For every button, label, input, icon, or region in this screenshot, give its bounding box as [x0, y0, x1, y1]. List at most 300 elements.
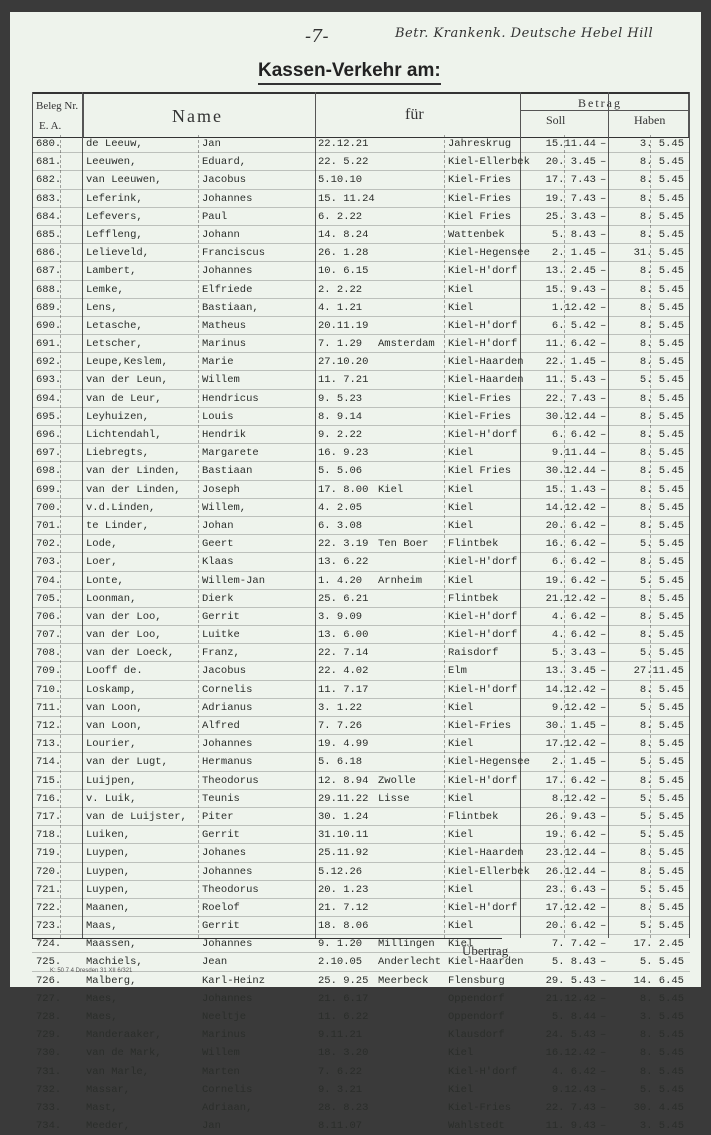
birth-place: Anderlecht [378, 956, 442, 969]
haben-date: 8. 5.45 [639, 1029, 684, 1042]
table-row [32, 772, 690, 790]
surname: Massar, [86, 1083, 131, 1096]
birth-date: 6. 3.08 [318, 519, 363, 532]
destination: Kiel [448, 283, 474, 296]
dash-separator: – [600, 792, 607, 805]
soll-date: 2. 1.45 [551, 247, 596, 260]
soll-date: 20. 6.42 [545, 519, 596, 532]
haben-date: 8. 5.45 [639, 519, 684, 532]
soll-date: 26. 9.43 [545, 810, 596, 823]
haben-date: 5. 5.45 [639, 701, 684, 714]
entry-number: 720. [36, 865, 62, 878]
uebertrag-label: Übertrag [462, 943, 509, 958]
dash-separator: – [600, 974, 607, 987]
surname: van Marle, [86, 1065, 150, 1078]
soll-date: 7. 7.42 [551, 938, 596, 951]
haben-date: 14. 6.45 [633, 974, 684, 987]
entry-number: 725. [36, 956, 62, 969]
table-row [32, 881, 690, 899]
birth-date: 31.10.11 [318, 829, 369, 842]
destination: Kiel [448, 519, 474, 532]
haben-date: 31. 5.45 [633, 247, 684, 260]
destination: Kiel [448, 301, 474, 314]
entry-number: 689. [36, 301, 62, 314]
birth-date: 8. 9.14 [318, 410, 363, 423]
given-name: Cornelis [202, 1083, 253, 1096]
soll-date: 17. 6.42 [545, 774, 596, 787]
table-row [32, 353, 690, 371]
surname: de Leeuw, [86, 138, 143, 150]
given-name: Margarete [202, 447, 259, 460]
birth-date: 21. 6.17 [318, 992, 369, 1005]
dash-separator: – [600, 738, 607, 751]
birth-date: 2. 2.22 [318, 283, 363, 296]
handwritten-note: Betr. Krankenk. Deutsche Hebel Hill [395, 26, 654, 41]
entry-number: 705. [36, 592, 62, 605]
surname: Loskamp, [86, 683, 137, 696]
surname: van de Luijster, [86, 810, 187, 823]
destination: Kiel [448, 574, 474, 587]
entry-number: 715. [36, 774, 62, 787]
soll-date: 20. 6.42 [545, 920, 596, 933]
surname: Leyhuizen, [86, 410, 150, 423]
birth-date: 22. 4.02 [318, 665, 369, 678]
surname: Lelieveld, [86, 247, 150, 260]
given-name: Dierk [202, 592, 234, 605]
table-row [32, 317, 690, 335]
haben-date: 5. 5.45 [639, 792, 684, 805]
haben-date: 8. 5.45 [639, 392, 684, 405]
birth-date: 3. 1.22 [318, 701, 363, 714]
birth-date: 5.12.26 [318, 865, 363, 878]
header-name [82, 94, 316, 137]
table-row [32, 826, 690, 844]
given-name: Gerrit [202, 920, 240, 933]
birth-date: 22.12.21 [318, 138, 369, 150]
entry-number: 703. [36, 556, 62, 569]
dash-separator: – [600, 465, 607, 478]
entry-number: 704. [36, 574, 62, 587]
haben-date: 8. 5.45 [639, 410, 684, 423]
birth-date: 9. 2.22 [318, 429, 363, 441]
haben-date: 8. 5.45 [639, 483, 684, 496]
soll-date: 4. 6.42 [551, 1065, 596, 1078]
destination: Kiel-Hegensee [448, 756, 530, 769]
haben-date: 8. 5.45 [639, 847, 684, 860]
dash-separator: – [600, 174, 607, 187]
soll-date: 19. 6.42 [545, 829, 596, 842]
birth-date: 13. 6.00 [318, 629, 369, 642]
birth-date: 15. 11.24 [318, 192, 375, 205]
birth-date: 11. 6.22 [318, 1011, 369, 1023]
soll-date: 17.12.42 [545, 901, 596, 914]
given-name: Jacobus [202, 665, 247, 678]
soll-date: 17.12.42 [545, 738, 596, 751]
soll-date: 20. 3.45 [545, 156, 596, 169]
entry-number: 710. [36, 683, 62, 696]
given-name: Cornelis [202, 683, 253, 696]
table-row [32, 499, 690, 517]
destination: Kiel [448, 738, 474, 751]
surname: van de Mark, [86, 1047, 162, 1060]
table-row [32, 1063, 690, 1081]
birth-date: 9. 1.20 [318, 938, 363, 951]
birth-place: Ten Boer [378, 538, 429, 551]
table-row [32, 972, 690, 990]
entry-number: 717. [36, 810, 62, 823]
destination: Kiel [448, 1083, 474, 1096]
dash-separator: – [600, 956, 607, 969]
birth-date: 6. 2.22 [318, 210, 363, 223]
haben-date: 8. 5.45 [639, 429, 684, 441]
dash-separator: – [600, 665, 607, 678]
table-row [32, 462, 690, 480]
dash-separator: – [600, 374, 607, 387]
birth-date: 17. 8.00 [318, 483, 369, 496]
fur-label: für [405, 106, 424, 123]
entry-number: 728. [36, 1011, 62, 1023]
soll-date: 6. 6.42 [551, 429, 596, 441]
haben-date: 3. 5.45 [639, 1011, 684, 1023]
destination: Kiel [448, 483, 474, 496]
destination: Flensburg [448, 974, 505, 987]
given-name: Adriaan, [202, 1101, 253, 1114]
soll-date: 14.12.42 [545, 501, 596, 514]
surname: Letasche, [86, 319, 143, 332]
table-row [32, 917, 690, 935]
dash-separator: – [600, 647, 607, 660]
given-name: Johannes [202, 738, 253, 751]
given-name: Hendrik [202, 429, 247, 441]
birth-date: 8.11.07 [318, 1120, 363, 1133]
birth-date: 16. 9.23 [318, 447, 369, 460]
birth-date: 5. 5.06 [318, 465, 363, 478]
soll-date: 4. 6.42 [551, 629, 596, 642]
haben-date: 8. 5.45 [639, 901, 684, 914]
dash-separator: – [600, 1101, 607, 1114]
dash-separator: – [600, 629, 607, 642]
entry-number: 701. [36, 519, 62, 532]
destination: Flintbek [448, 810, 499, 823]
soll-date: 16.12.42 [545, 1047, 596, 1060]
birth-date: 7. 7.26 [318, 720, 363, 732]
dash-separator: – [600, 519, 607, 532]
surname: van der Loo, [86, 629, 162, 642]
haben-date: 8. 5.45 [639, 1065, 684, 1078]
given-name: Paul [202, 210, 228, 223]
entry-number: 699. [36, 483, 62, 496]
surname: Meeder, [86, 1120, 131, 1133]
given-name: Gerrit [202, 610, 240, 623]
surname: Maes, [86, 1011, 118, 1023]
birth-date: 12. 8.94 [318, 774, 369, 787]
given-name: Jan [202, 1120, 221, 1133]
destination: Kiel-H'dorf [448, 1065, 518, 1078]
given-name: Johan [202, 519, 234, 532]
dash-separator: – [600, 283, 607, 296]
surname: Lemke, [86, 283, 124, 296]
soll-date: 22. 1.45 [545, 356, 596, 369]
destination: Kiel-H'dorf [448, 556, 518, 569]
table-row [32, 371, 690, 389]
birth-place: Lisse [378, 792, 410, 805]
surname: van der Linden, [86, 483, 181, 496]
given-name: Johannes [202, 192, 253, 205]
entry-number: 713. [36, 738, 62, 751]
haben-date: 8. 5.45 [639, 156, 684, 169]
table-row [32, 1117, 690, 1135]
haben-date: 8. 5.45 [639, 192, 684, 205]
dash-separator: – [600, 247, 607, 260]
header-beleg [32, 94, 84, 137]
surname: Lefevers, [86, 210, 143, 223]
surname: van der Leun, [86, 374, 168, 387]
table-row [32, 281, 690, 299]
haben-date: 5. 5.45 [639, 1083, 684, 1096]
entry-number: 724. [36, 938, 62, 951]
birth-place: Arnheim [378, 574, 423, 587]
destination: Kiel-Fries [448, 174, 512, 187]
destination: Flintbek [448, 592, 499, 605]
soll-date: 19. 7.43 [545, 192, 596, 205]
haben-date: 8. 5.45 [639, 338, 684, 351]
dash-separator: – [600, 538, 607, 551]
birth-date: 1. 4.20 [318, 574, 363, 587]
dash-separator: – [600, 156, 607, 169]
surname: van de Leur, [86, 392, 162, 405]
entry-number: 686. [36, 247, 62, 260]
entry-number: 692. [36, 356, 62, 369]
haben-date: 8. 5.45 [639, 301, 684, 314]
destination: Oppendorf [448, 992, 505, 1005]
dash-separator: – [600, 501, 607, 514]
table-row [32, 572, 690, 590]
dash-separator: – [600, 556, 607, 569]
given-name: Johannes [202, 938, 253, 951]
table-row [32, 644, 690, 662]
table-row [32, 863, 690, 881]
birth-date: 7. 6.22 [318, 1065, 363, 1078]
birth-date: 18. 3.20 [318, 1047, 369, 1060]
haben-date: 8. 5.45 [639, 865, 684, 878]
table-row [32, 244, 690, 262]
haben-date: 8. 5.45 [639, 683, 684, 696]
surname: Luypen, [86, 865, 131, 878]
soll-date: 2. 1.45 [551, 756, 596, 769]
haben-date: 27.11.45 [633, 665, 684, 678]
soll-date: 15.11.44 [545, 138, 596, 150]
birth-date: 10. 6.15 [318, 265, 369, 278]
surname: van der Loeck, [86, 647, 175, 660]
dash-separator: – [600, 574, 607, 587]
ledger-table [32, 135, 690, 1135]
haben-date: 8. 5.45 [639, 720, 684, 732]
soll-date: 22. 7.43 [545, 1101, 596, 1114]
haben-date: 8. 5.45 [639, 592, 684, 605]
given-name: Willem, [202, 501, 247, 514]
entry-number: 696. [36, 429, 62, 441]
given-name: Johannes [202, 265, 253, 278]
table-row [32, 262, 690, 280]
entry-number: 697. [36, 447, 62, 460]
table-row [32, 408, 690, 426]
surname: van Loon, [86, 720, 143, 732]
table-row [32, 717, 690, 735]
surname: v.d.Linden, [86, 501, 156, 514]
birth-date: 30. 1.24 [318, 810, 369, 823]
surname: Malberg, [86, 974, 137, 987]
soll-date: 24. 5.43 [545, 1029, 596, 1042]
soll-date: 13. 3.45 [545, 665, 596, 678]
given-name: Joseph [202, 483, 240, 496]
given-name: Franz, [202, 647, 240, 660]
birth-date: 25.11.92 [318, 847, 369, 860]
soll-date: 25. 3.43 [545, 210, 596, 223]
dash-separator: – [600, 1065, 607, 1078]
print-imprint: K: 50 7 4 Dresden 31 XII 6/321 [50, 968, 133, 974]
dash-separator: – [600, 429, 607, 441]
given-name: Hendricus [202, 392, 259, 405]
given-name: Bastiaan [202, 465, 253, 478]
entry-number: 694. [36, 392, 62, 405]
surname: Loonman, [86, 592, 137, 605]
given-name: Elfriede [202, 283, 253, 296]
soll-date: 15. 1.43 [545, 483, 596, 496]
dash-separator: – [600, 301, 607, 314]
given-name: Marten [202, 1065, 240, 1078]
header-fur [315, 94, 521, 137]
entry-number: 706. [36, 610, 62, 623]
surname: Maas, [86, 920, 118, 933]
destination: Jahreskrug [448, 138, 512, 150]
soll-date: 1.12.42 [551, 301, 596, 314]
haben-date: 5. 5.45 [639, 538, 684, 551]
destination: Kiel-H'dorf [448, 774, 518, 787]
soll-date: 9.11.44 [551, 447, 596, 460]
haben-date: 5. 5.45 [639, 374, 684, 387]
given-name: Eduard, [202, 156, 247, 169]
dash-separator: – [600, 410, 607, 423]
table-row [32, 517, 690, 535]
table-row [32, 226, 690, 244]
soll-date: 19. 6.42 [545, 574, 596, 587]
destination: Kiel [448, 501, 474, 514]
birth-date: 21. 7.12 [318, 901, 369, 914]
destination: Wattenbek [448, 228, 505, 241]
destination: Raisdorf [448, 647, 499, 660]
header-haben [608, 110, 688, 138]
given-name: Theodorus [202, 774, 259, 787]
destination: Kiel [448, 829, 474, 842]
given-name: Gerrit [202, 829, 240, 842]
dash-separator: – [600, 1120, 607, 1133]
dash-separator: – [600, 265, 607, 278]
given-name: Willem-Jan [202, 574, 266, 587]
table-header [32, 92, 690, 138]
destination: Kiel [448, 920, 474, 933]
dash-separator: – [600, 920, 607, 933]
table-row [32, 426, 690, 444]
soll-date: 5. 8.43 [551, 228, 596, 241]
entry-number: 708. [36, 647, 62, 660]
destination: Kiel-H'dorf [448, 610, 518, 623]
entry-number: 730. [36, 1047, 62, 1060]
given-name: Bastiaan, [202, 301, 259, 314]
haben-date: 8. 5.45 [639, 465, 684, 478]
given-name: Marinus [202, 1029, 247, 1042]
soll-date: 23. 6.43 [545, 883, 596, 896]
destination: Kiel-Fries [448, 192, 512, 205]
surname: Liebregts, [86, 447, 150, 460]
haben-date: 8. 5.45 [639, 210, 684, 223]
destination: Klausdorf [448, 1029, 505, 1042]
destination: Kiel-Haarden [448, 956, 524, 969]
entry-number: 731. [36, 1065, 62, 1078]
destination: Flintbek [448, 538, 499, 551]
birth-date: 29.11.22 [318, 792, 369, 805]
given-name: Neeltje [202, 1011, 247, 1023]
haben-date: 8. 5.45 [639, 501, 684, 514]
table-row [32, 153, 690, 171]
given-name: Willem [202, 1047, 240, 1060]
entry-number: 687. [36, 265, 62, 278]
haben-date: 8. 5.45 [639, 447, 684, 460]
birth-date: 5.10.10 [318, 174, 363, 187]
entry-number: 721. [36, 883, 62, 896]
surname: van der Linden, [86, 465, 181, 478]
birth-date: 4. 1.21 [318, 301, 363, 314]
entry-number: 688. [36, 283, 62, 296]
dash-separator: – [600, 683, 607, 696]
entry-number: 683. [36, 192, 62, 205]
surname: Luypen, [86, 883, 131, 896]
given-name: Johannes [202, 992, 253, 1005]
destination: Kiel-Ellerbek [448, 865, 530, 878]
entry-number: 702. [36, 538, 62, 551]
entry-number: 712. [36, 720, 62, 732]
soll-date: 9.12.42 [551, 701, 596, 714]
given-name: Alfred [202, 720, 240, 732]
destination: Kiel-Fries [448, 720, 512, 732]
given-name: Johann [202, 228, 240, 241]
entry-number: 680. [36, 138, 62, 150]
haben-date: 5. 5.45 [639, 810, 684, 823]
given-name: Willem [202, 374, 240, 387]
given-name: Franciscus [202, 247, 266, 260]
given-name: Louis [202, 410, 234, 423]
given-name: Jacobus [202, 174, 247, 187]
given-name: Matheus [202, 319, 247, 332]
haben-date: 8. 5.45 [639, 228, 684, 241]
haben-date: 5. 5.45 [639, 574, 684, 587]
soll-date: 26.12.44 [545, 865, 596, 878]
entry-number: 695. [36, 410, 62, 423]
entry-number: 700. [36, 501, 62, 514]
surname: van der Loo, [86, 610, 162, 623]
destination: Kiel [448, 938, 474, 951]
page-number: -7- [305, 26, 329, 47]
birth-date: 13. 6.22 [318, 556, 369, 569]
header-soll [520, 110, 609, 138]
birth-date: 3. 9.09 [318, 610, 363, 623]
soll-date: 9.12.43 [551, 1083, 596, 1096]
table-row [32, 208, 690, 226]
ledger-page [10, 12, 701, 1133]
name-label: Name [172, 106, 223, 126]
surname: van Loon, [86, 701, 143, 714]
table-row [32, 1044, 690, 1062]
given-name: Luitke [202, 629, 240, 642]
